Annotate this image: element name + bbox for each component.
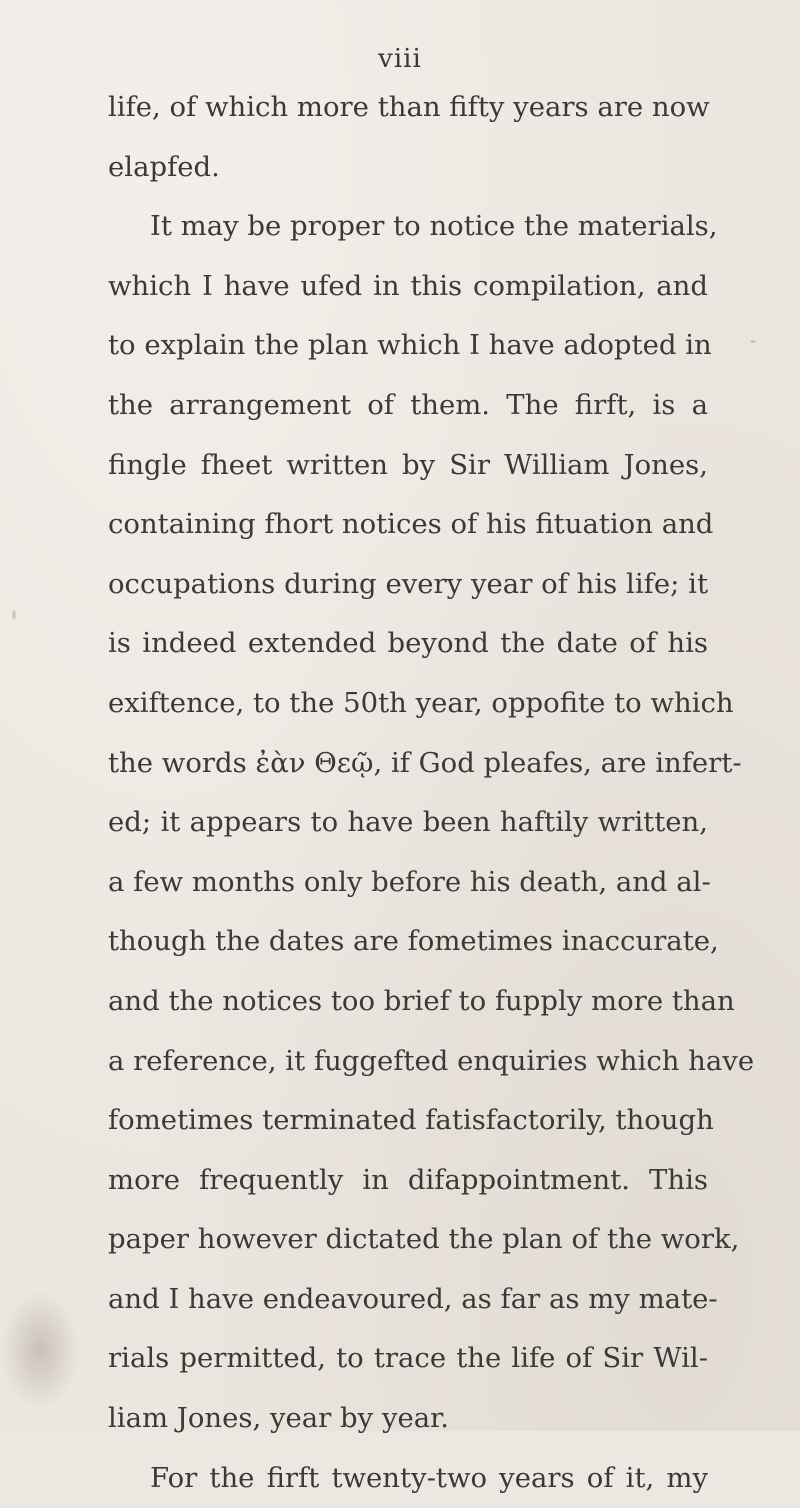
text-line: For the firft twenty-two years of it, my <box>150 1461 708 1494</box>
text-line: containing fhort notices of his fituation and <box>108 508 714 541</box>
text-line: fometimes terminated fatisfactorily, though <box>108 1104 714 1137</box>
text-line: is indeed extended beyond the date of his <box>108 627 708 660</box>
page-number: viii <box>378 44 422 74</box>
text-line: to explain the plan which I have adopted in <box>108 329 712 362</box>
text-line: elapfed. <box>108 150 220 183</box>
text-line: a few months only before his death, and al- <box>108 865 711 898</box>
paper-blemish <box>12 610 16 620</box>
body-text <box>108 78 755 1508</box>
text-line: fingle fheet written by Sir William Jones, <box>108 448 708 481</box>
text-line: liam Jones, year by year. <box>108 1402 450 1435</box>
text-line: rials permitted, to trace the life of Sir Wil- <box>108 1342 708 1375</box>
text-line: more frequently in difappointment. This <box>108 1163 708 1196</box>
text-line: paper however dictated the plan of the work, <box>108 1223 740 1256</box>
paper-blemish <box>750 340 756 343</box>
text-line: and the notices too brief to fupply more than <box>108 984 735 1017</box>
text-line: the arrangement of them. The firft, is a <box>108 388 708 421</box>
text-line: ed; it appears to have been haftily written, <box>108 806 708 839</box>
text-line: the words ἐὰν Θεῷ, if God pleafes, are infert- <box>108 746 742 779</box>
text-line: though the dates are fometimes inaccurate, <box>108 925 719 958</box>
paper-stain <box>0 1290 80 1410</box>
text-line: It may be proper to notice the materials, <box>150 210 718 243</box>
text-line: which I have ufed in this compilation, and <box>108 269 708 302</box>
text-line: occupations during every year of his life; it <box>108 567 708 600</box>
text-line: life, of which more than fifty years are now <box>108 91 710 123</box>
text-line: exiftence, to the 50th year, oppofite to which <box>108 686 734 719</box>
text-line: and I have endeavoured, as far as my mate- <box>108 1282 718 1315</box>
text-line: a reference, it fuggefted enquiries which have <box>108 1044 755 1077</box>
